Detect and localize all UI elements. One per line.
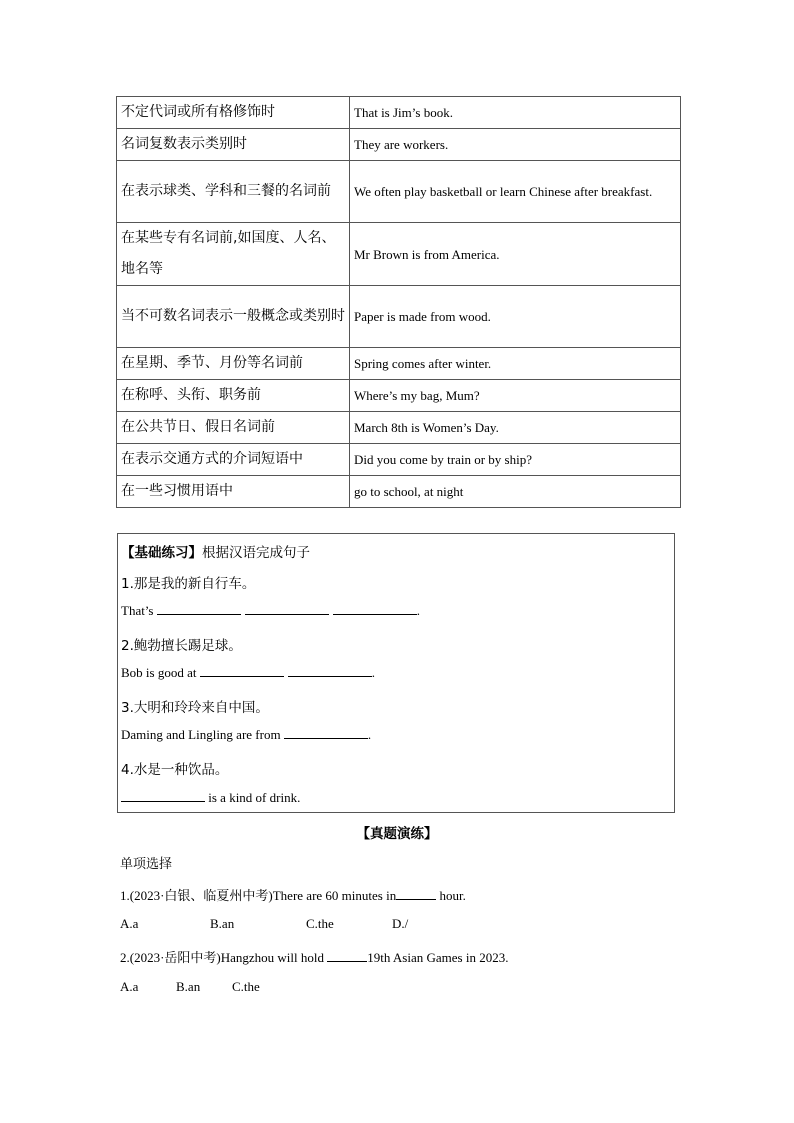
usage-cell: 在公共节日、假日名词前 bbox=[117, 412, 350, 444]
usage-cell: 在称呼、头衔、职务前 bbox=[117, 380, 350, 412]
practice-title bbox=[121, 541, 310, 561]
table-row bbox=[117, 161, 681, 223]
usage-cell: 在某些专有名词前,如国度、人名、地名等 bbox=[117, 223, 350, 286]
practice-title-text: 根据汉语完成句子 bbox=[202, 545, 310, 561]
exam-q1-after: hour. bbox=[436, 888, 466, 903]
table-row bbox=[117, 286, 681, 348]
answer-blank[interactable] bbox=[121, 790, 205, 802]
table-row bbox=[117, 444, 681, 476]
usage-cell: 在一些习惯用语中 bbox=[117, 476, 350, 508]
example-cell: March 8th is Women’s Day. bbox=[350, 412, 681, 444]
exam-question-1-options bbox=[120, 916, 408, 932]
answer-blank[interactable] bbox=[157, 603, 241, 615]
article-usage-table bbox=[116, 96, 681, 508]
exam-question-2-options bbox=[120, 979, 260, 995]
answer-blank[interactable] bbox=[288, 665, 372, 677]
table-row bbox=[117, 348, 681, 380]
exam-question-1 bbox=[120, 885, 466, 904]
example-cell: That is Jim’s book. bbox=[350, 97, 681, 129]
question-3-chinese: 3.大明和玲玲来自中国。 bbox=[121, 700, 269, 716]
q3-suffix: . bbox=[367, 727, 372, 742]
question-4-english bbox=[121, 790, 300, 806]
question-1-chinese: 1.那是我的新自行车。 bbox=[121, 576, 256, 592]
option-a[interactable]: A.a bbox=[120, 916, 139, 931]
example-cell: Where’s my bag, Mum? bbox=[350, 380, 681, 412]
usage-cell: 当不可数名词表示一般概念或类别时 bbox=[117, 286, 350, 348]
example-cell: go to school, at night bbox=[350, 476, 681, 508]
q1-suffix: . bbox=[416, 603, 420, 618]
exam-q2-text: 2.(2023·岳阳中考)Hangzhou will hold bbox=[120, 950, 325, 965]
practice-title-bracket: 【基础练习】 bbox=[121, 545, 202, 561]
q2-prefix: Bob is good at bbox=[121, 665, 197, 680]
example-cell: Paper is made from wood. bbox=[350, 286, 681, 348]
table-row bbox=[117, 129, 681, 161]
example-cell: Mr Brown is from America. bbox=[350, 223, 681, 286]
option-b[interactable]: B.an bbox=[176, 979, 201, 994]
q3-prefix: Daming and Lingling are from bbox=[121, 727, 281, 742]
answer-blank[interactable] bbox=[284, 727, 368, 739]
usage-cell: 在星期、季节、月份等名词前 bbox=[117, 348, 350, 380]
option-c[interactable]: C.the bbox=[306, 916, 334, 931]
usage-cell: 不定代词或所有格修饰时 bbox=[117, 97, 350, 129]
answer-blank[interactable] bbox=[396, 888, 436, 900]
usage-cell: 在表示球类、学科和三餐的名词前 bbox=[117, 161, 350, 223]
question-1-english bbox=[121, 603, 420, 619]
answer-blank[interactable] bbox=[245, 603, 329, 615]
table-row bbox=[117, 223, 681, 286]
table-row bbox=[117, 412, 681, 444]
example-cell: Did you come by train or by ship? bbox=[350, 444, 681, 476]
usage-cell: 在表示交通方式的介词短语中 bbox=[117, 444, 350, 476]
question-3-english bbox=[121, 727, 371, 743]
basic-practice-box bbox=[117, 533, 675, 813]
answer-blank[interactable] bbox=[200, 665, 284, 677]
table-row bbox=[117, 97, 681, 129]
question-2-chinese: 2.鲍勃擅长踢足球。 bbox=[121, 638, 242, 654]
table-row bbox=[117, 476, 681, 508]
section-subtitle: 单项选择 bbox=[120, 857, 173, 872]
option-b[interactable]: B.an bbox=[210, 916, 235, 931]
example-cell: They are workers. bbox=[350, 129, 681, 161]
option-c[interactable]: C.the bbox=[232, 979, 260, 994]
answer-blank[interactable] bbox=[333, 603, 417, 615]
table-row bbox=[117, 380, 681, 412]
q2-suffix: . bbox=[371, 665, 375, 680]
option-a[interactable]: A.a bbox=[120, 979, 139, 994]
q4-suffix: is a kind of drink. bbox=[205, 790, 301, 805]
section-title: 【真题演练】 bbox=[356, 826, 438, 842]
option-d[interactable]: D./ bbox=[392, 916, 409, 931]
example-cell: We often play basketball or learn Chinese after breakfast. bbox=[350, 161, 681, 223]
question-2-english bbox=[121, 665, 375, 681]
answer-blank[interactable] bbox=[327, 950, 367, 962]
q1-prefix: That’s bbox=[121, 603, 154, 618]
exam-question-2 bbox=[120, 947, 508, 966]
example-cell: Spring comes after winter. bbox=[350, 348, 681, 380]
exam-q2-after: 19th Asian Games in 2023. bbox=[367, 950, 509, 965]
exam-q1-text: 1.(2023·白银、临夏州中考)There are 60 minutes in bbox=[120, 888, 397, 903]
usage-cell: 名词复数表示类别时 bbox=[117, 129, 350, 161]
question-4-chinese: 4.水是一种饮品。 bbox=[121, 762, 229, 778]
